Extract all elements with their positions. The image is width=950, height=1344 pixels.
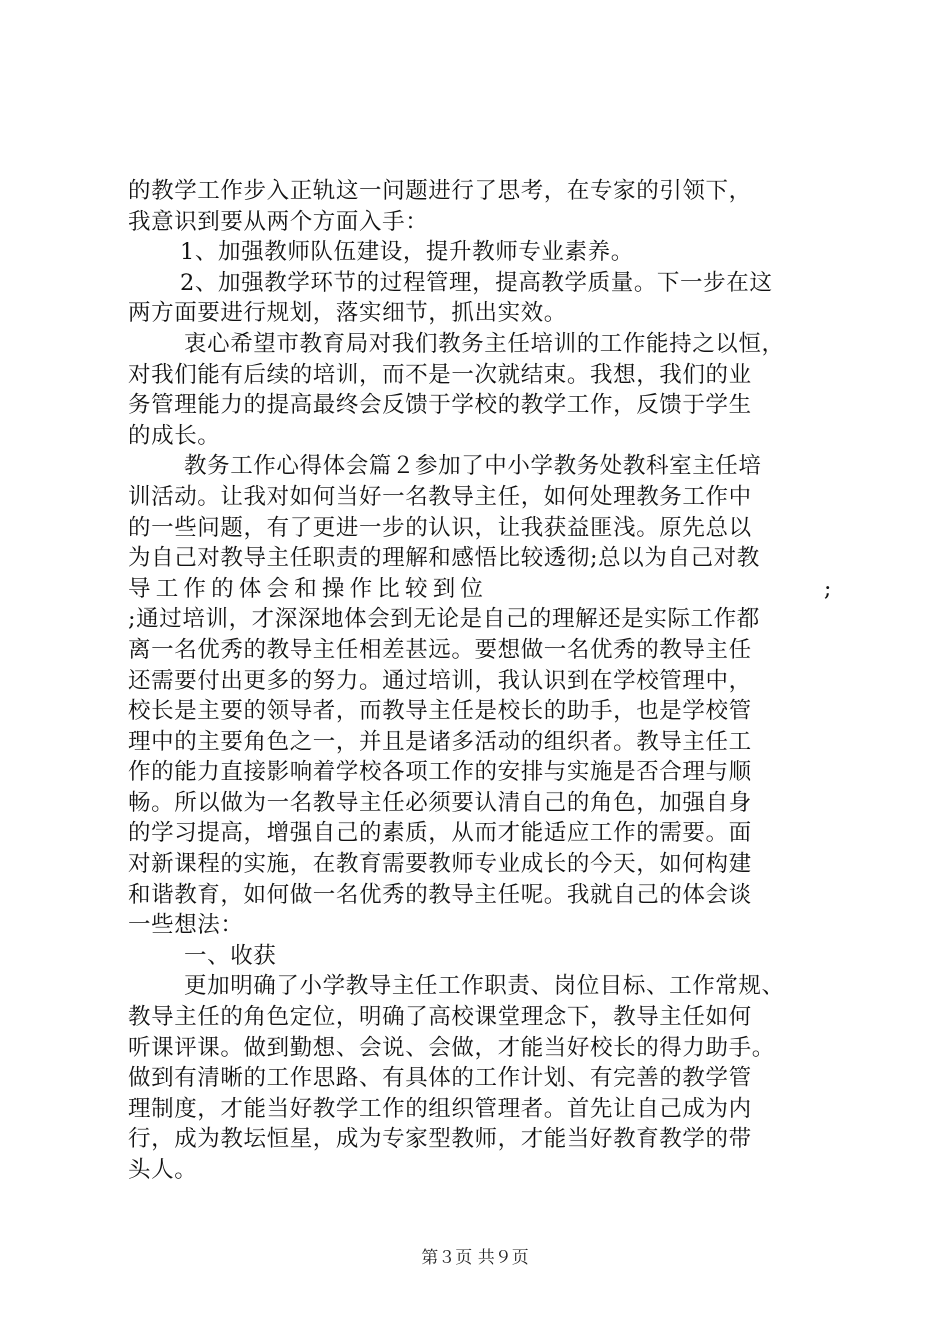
text-line: 的成长。 xyxy=(128,422,221,449)
text-line: 听课评课。做到勤想、会说、会做，才能当好校长的得力助手。 xyxy=(128,1034,775,1061)
paragraph-start: 教务工作心得体会篇２参加了中小学教务处教科室主任培 xyxy=(184,453,762,480)
text-line: 做到有清晰的工作思路、有具体的工作计划、有完善的教学管 xyxy=(128,1065,752,1092)
text-line: 一些想法： xyxy=(128,912,244,939)
text-line: 行，成为教坛恒星，成为专家型教师，才能当好教育教学的带 xyxy=(128,1126,752,1153)
text-line: 离一名优秀的教导主任相差甚远。要想做一名优秀的教导主任 xyxy=(128,636,752,663)
justified-line xyxy=(128,574,832,605)
text-segment: ; xyxy=(823,575,832,602)
text-line: 理中的主要角色之一，并且是诸多活动的组织者。教导主任工 xyxy=(128,728,752,755)
text-line: 理制度，才能当好教学工作的组织管理者。首先让自己成为内 xyxy=(128,1095,752,1122)
page-number-footer: 第３页 共９页 xyxy=(421,1248,529,1268)
text-line: 对新课程的实施，在教育需要教师专业成长的今天，如何构建 xyxy=(128,851,752,878)
list-item-2: 2、加强教学环节的过程管理，提高教学质量。下一步在这 xyxy=(180,269,773,296)
text-line: 为自己对教导主任职责的理解和感悟比较透彻;总以为自己对教 xyxy=(128,545,760,572)
text-line: 畅。所以做为一名教导主任必须要认清自己的角色，加强自身 xyxy=(128,789,752,816)
text-line: 和谐教育，如何做一名优秀的教导主任呢。我就自己的体会谈 xyxy=(128,881,752,908)
text-line: 头人。 xyxy=(128,1157,198,1183)
text-line: 校长是主要的领导者，而教导主任是校长的助手，也是学校管 xyxy=(128,698,752,725)
text-line: 两方面要进行规划，落实细节，抓出实效。 xyxy=(128,300,567,327)
list-item-1: 1、加强教师队伍建设，提升教师专业素养。 xyxy=(180,239,634,266)
text-line: 我意识到要从两个方面入手： xyxy=(128,208,429,235)
text-line: 训活动。让我对如何当好一名教导主任，如何处理教务工作中 xyxy=(128,483,752,510)
text-line: 务管理能力的提高最终会反馈于学校的教学工作，反馈于学生 xyxy=(128,392,752,419)
text-line: 的一些问题，有了更进一步的认识，让我获益匪浅。原先总以 xyxy=(128,514,752,541)
text-line: 的教学工作步入正轨这一问题进行了思考，在专家的引领下， xyxy=(128,178,752,204)
text-line: ;通过培训，才深深地体会到无论是自己的理解还是实际工作都 xyxy=(128,606,760,633)
text-line: 还需要付出更多的努力。通过培训，我认识到在学校管理中， xyxy=(128,667,752,694)
document-body xyxy=(128,176,834,1186)
text-line: 教导主任的角色定位，明确了高校课堂理念下，教导主任如何 xyxy=(128,1004,752,1031)
section-heading: 一、收获 xyxy=(184,942,277,969)
paragraph-start: 衷心希望市教育局对我们教务主任培训的工作能持之以恒， xyxy=(184,330,785,357)
text-line: 作的能力直接影响着学校各项工作的安排与实施是否合理与顺 xyxy=(128,759,752,786)
text-line: 的学习提高，增强自己的素质，从而才能适应工作的需要。面 xyxy=(128,820,752,847)
text-segment: 导工作的体会和操作比较到位 xyxy=(128,575,489,602)
text-line: 对我们能有后续的培训，而不是一次就结束。我想，我们的业 xyxy=(128,361,752,388)
paragraph-start: 更加明确了小学教导主任工作职责、岗位目标、工作常规、 xyxy=(184,973,785,1000)
